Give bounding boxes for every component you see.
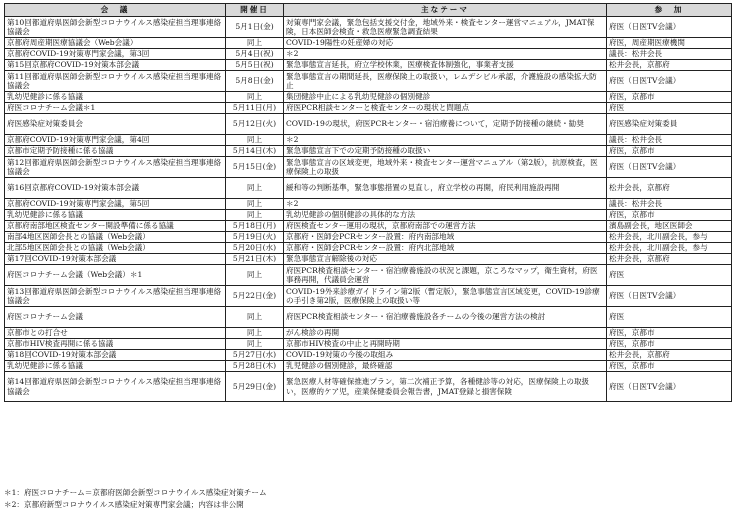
cell-meeting: 第18回COVID-19対策本部会議	[5, 350, 226, 361]
cell-date: 5月21日(木)	[226, 254, 284, 265]
table-row	[5, 254, 732, 265]
table-row	[5, 286, 732, 307]
cell-date: 同上	[226, 265, 284, 286]
cell-theme: ＊2	[284, 199, 607, 210]
table-row	[5, 92, 732, 103]
cell-meeting: 京都市HIV検査再開に係る協議	[5, 339, 226, 350]
table-row	[5, 71, 732, 92]
cell-attendees: 松井会長，北川副会長，参与	[607, 232, 732, 243]
cell-date: 5月11日(月)	[226, 103, 284, 114]
cell-meeting: 京都市定期予防接種に係る協議	[5, 146, 226, 157]
cell-meeting: 北部5地区医師会長との協議（Web会議）	[5, 243, 226, 254]
cell-meeting: 乳幼児健診に係る協議	[5, 210, 226, 221]
cell-date: 5月18日(月)	[226, 221, 284, 232]
meeting-table	[4, 3, 732, 402]
cell-meeting: 府医コロナチーム会議（Web会議）＊1	[5, 265, 226, 286]
cell-date: 同上	[226, 199, 284, 210]
header-meeting: 会 議	[5, 4, 226, 17]
cell-meeting: 府医コロナチーム会議＊1	[5, 103, 226, 114]
cell-theme: COVID-19外来診療ガイドライン第2版（暫定版），緊急事態宣言区域変更，COVID-19診療の手引き第2版，医療保険上の取扱い等	[284, 286, 607, 307]
cell-theme: 緊急医療人材等確保推進プラン，第二次補正予算，各種健診等の対応，医療保険上の取扱い，医療的ケア児，産業保健委員会報告書，JMAT登録と損害保険	[284, 372, 607, 402]
cell-theme: ＊2	[284, 135, 607, 146]
cell-date: 5月4日(祝)	[226, 49, 284, 60]
cell-meeting: 乳幼児健診に係る協議	[5, 361, 226, 372]
cell-attendees: 府医	[607, 307, 732, 328]
cell-date: 5月27日(水)	[226, 350, 284, 361]
cell-theme: 乳児健診の個別健診，最終確認	[284, 361, 607, 372]
cell-theme: 府医PCR検査相談センター・宿泊療養施設各チームの今後の運営方法の検討	[284, 307, 607, 328]
cell-theme: 対策専門家会議，緊急包括支援交付金，地域外来・検査センター運営マニュアル，JMAT保険，日本医師会検査・救急医療緊急調査結果	[284, 17, 607, 38]
cell-date: 5月5日(祝)	[226, 60, 284, 71]
cell-date: 5月22日(金)	[226, 286, 284, 307]
cell-theme: 府医検査センター運用の現状，京都府南部での運営方法	[284, 221, 607, 232]
cell-attendees: 濱島副会長，地区医師会	[607, 221, 732, 232]
table-row	[5, 361, 732, 372]
cell-attendees: 府医（日医TV会議）	[607, 17, 732, 38]
cell-meeting: 京都府南部地区検査センター開設準備に係る協議	[5, 221, 226, 232]
cell-theme: がん検診の再開	[284, 328, 607, 339]
header-theme: 主なテーマ	[284, 4, 607, 17]
cell-meeting: 府医感染症対策委員会	[5, 114, 226, 135]
table-row	[5, 372, 732, 402]
cell-theme: 緊急事態宣言下での定期予防接種の取扱い	[284, 146, 607, 157]
cell-meeting: 第15回京都府COVID-19対策本部会議	[5, 60, 226, 71]
cell-attendees: 府医，京都市	[607, 328, 732, 339]
cell-theme: 緊急事態宣言の期間延長，医療保険上の取扱い，レムデシビル承認，介護施設の感染拡大防止	[284, 71, 607, 92]
table-row	[5, 221, 732, 232]
cell-date: 5月29日(金)	[226, 372, 284, 402]
cell-attendees: 松井会長，京都府	[607, 178, 732, 199]
table-row	[5, 114, 732, 135]
cell-theme: 緩和等の判断基準，緊急事態措置の見直し，府立学校の再開，府民利用施設再開	[284, 178, 607, 199]
cell-attendees: 松井会長，京都府	[607, 350, 732, 361]
cell-theme: 京都市HIV検査の中止と再開時期	[284, 339, 607, 350]
cell-meeting: 京都府COVID-19対策専門家会議，第4回	[5, 135, 226, 146]
cell-attendees: 府医（日医TV会議）	[607, 71, 732, 92]
cell-date: 5月1日(金)	[226, 17, 284, 38]
cell-meeting: 第10回都道府県医師会新型コロナウイルス感染症担当理事連絡協議会	[5, 17, 226, 38]
cell-meeting: 京都府周産期医療協議会（Web会議）	[5, 38, 226, 49]
table-row	[5, 60, 732, 71]
table-row	[5, 232, 732, 243]
table-row	[5, 135, 732, 146]
cell-attendees: 松井会長，北川副会長，参与	[607, 243, 732, 254]
cell-attendees: 府医	[607, 103, 732, 114]
table-row	[5, 178, 732, 199]
meeting-table-container	[4, 3, 731, 402]
cell-attendees: 府医，京都市	[607, 339, 732, 350]
cell-attendees: 松井会長，京都府	[607, 60, 732, 71]
cell-date: 同上	[226, 38, 284, 49]
table-row	[5, 17, 732, 38]
cell-meeting: 乳幼児健診に係る協議	[5, 92, 226, 103]
cell-date: 同上	[226, 92, 284, 103]
table-row	[5, 103, 732, 114]
cell-theme: 京都府・医師会PCRセンター設置：府内北部地域	[284, 243, 607, 254]
cell-attendees: 府医感染症対策委員	[607, 114, 732, 135]
footnote-2: ＊2：京都府新型コロナウイルス感染症対策専門家会議；内容は非公開	[4, 500, 244, 509]
table-header-row	[5, 4, 732, 17]
table-row	[5, 350, 732, 361]
cell-attendees: 府医，周産期医療機関	[607, 38, 732, 49]
cell-date: 5月15日(金)	[226, 157, 284, 178]
cell-meeting: 京都市との打合せ	[5, 328, 226, 339]
cell-meeting: 第14回都道府県医師会新型コロナウイルス感染症担当理事連絡協議会	[5, 372, 226, 402]
table-body	[5, 17, 732, 402]
header-attendees: 参 加	[607, 4, 732, 17]
cell-meeting: 京都府COVID-19対策専門家会議，第5回	[5, 199, 226, 210]
footnote-1: ＊1：府医コロナチーム＝京都府医師会新型コロナウイルス感染症対策チーム	[4, 488, 267, 497]
cell-attendees: 府医（日医TV会議）	[607, 372, 732, 402]
cell-attendees: 府医，京都市	[607, 361, 732, 372]
cell-date: 5月19日(火)	[226, 232, 284, 243]
cell-date: 同上	[226, 307, 284, 328]
cell-date: 同上	[226, 135, 284, 146]
table-row	[5, 157, 732, 178]
cell-meeting: 京都府COVID-19対策専門家会議，第3回	[5, 49, 226, 60]
cell-theme: 府医PCR相談センターと検査センターの現状と問題点	[284, 103, 607, 114]
cell-theme: 府医PCR検査相談センター・宿泊療養施設の状況と課題，京ころなマップ，衛生資材，府医事務再開，代議員会運営	[284, 265, 607, 286]
cell-theme: 京都府・医師会PCRセンター設置：府内南部地域	[284, 232, 607, 243]
cell-meeting: 第11回都道府県医師会新型コロナウイルス感染症担当理事連絡協議会	[5, 71, 226, 92]
cell-meeting: 南部4地区医師会長との協議（Web会議）	[5, 232, 226, 243]
cell-date: 5月8日(金)	[226, 71, 284, 92]
cell-date: 5月28日(木)	[226, 361, 284, 372]
cell-attendees: 府医	[607, 265, 732, 286]
footnotes	[4, 487, 267, 511]
table-row	[5, 339, 732, 350]
cell-attendees: 松井会長，京都府	[607, 254, 732, 265]
cell-attendees: 府医（日医TV会議）	[607, 286, 732, 307]
header-date: 開催日	[226, 4, 284, 17]
table-row	[5, 146, 732, 157]
cell-theme: ＊2	[284, 49, 607, 60]
table-row	[5, 210, 732, 221]
cell-date: 5月12日(火)	[226, 114, 284, 135]
cell-attendees: 議長：松井会長	[607, 135, 732, 146]
cell-meeting: 第12回都道府県医師会新型コロナウイルス感染症担当理事連絡協議会	[5, 157, 226, 178]
table-row	[5, 243, 732, 254]
cell-theme: COVID-19対策の今後の取組み	[284, 350, 607, 361]
table-row	[5, 199, 732, 210]
cell-attendees: 府医，京都市	[607, 210, 732, 221]
cell-attendees: 府医（日医TV会議）	[607, 157, 732, 178]
table-row	[5, 38, 732, 49]
cell-meeting: 第17回COVID-19対策本部会議	[5, 254, 226, 265]
cell-theme: 緊急事態宣言の区域変更，地域外来・検査センター運営マニュアル（第2版），抗原検査，医療保険上の取扱	[284, 157, 607, 178]
cell-theme: 乳幼児健診の個別健診の具体的な方法	[284, 210, 607, 221]
cell-attendees: 府医，京都市	[607, 92, 732, 103]
cell-meeting: 第16回京都府COVID-19対策本部会議	[5, 178, 226, 199]
cell-date: 同上	[226, 328, 284, 339]
cell-date: 同上	[226, 210, 284, 221]
cell-meeting: 府医コロナチーム会議	[5, 307, 226, 328]
table-row	[5, 265, 732, 286]
table-row	[5, 307, 732, 328]
cell-date: 5月14日(木)	[226, 146, 284, 157]
cell-theme: COVID-19の現状，府医PCRセンター・宿泊療養について，定期予防接種の継続・勧奨	[284, 114, 607, 135]
cell-attendees: 議長：松井会長	[607, 49, 732, 60]
cell-date: 同上	[226, 339, 284, 350]
cell-meeting: 第13回都道府県医師会新型コロナウイルス感染症担当理事連絡協議会	[5, 286, 226, 307]
cell-theme: 緊急事態宣言解除後の対応	[284, 254, 607, 265]
cell-attendees: 府医，京都市	[607, 146, 732, 157]
table-row	[5, 328, 732, 339]
cell-theme: COVID-19陽性の妊産婦の対応	[284, 38, 607, 49]
cell-attendees: 議長：松井会長	[607, 199, 732, 210]
cell-date: 5月20日(水)	[226, 243, 284, 254]
cell-date: 同上	[226, 178, 284, 199]
cell-theme: 集団健診中止による乳幼児健診の個別健診	[284, 92, 607, 103]
table-row	[5, 49, 732, 60]
cell-theme: 緊急事態宣言延長，府立学校休業，医療検査体制強化，事業者支援	[284, 60, 607, 71]
